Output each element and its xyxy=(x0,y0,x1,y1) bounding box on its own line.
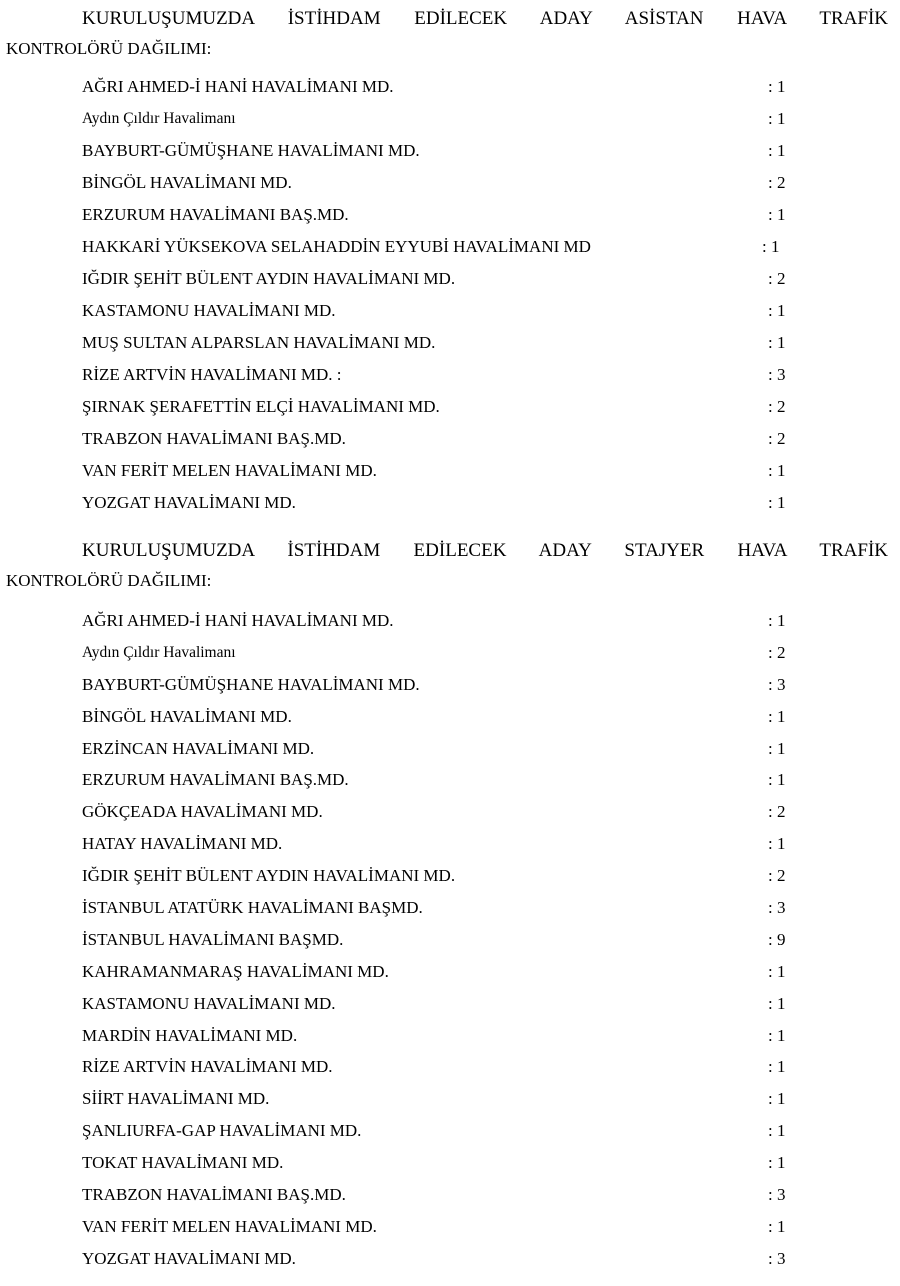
airport-count: : 3 xyxy=(768,365,786,384)
airport-count: : 1 xyxy=(768,301,786,320)
list-item xyxy=(0,296,900,328)
airport-count: : 2 xyxy=(768,802,786,822)
airport-count: : 3 xyxy=(768,898,786,918)
airport-count: : 1 xyxy=(768,493,786,512)
airport-count: : 1 xyxy=(768,611,786,630)
airport-name: BAYBURT-GÜMÜŞHANE HAVALİMANI MD. xyxy=(82,674,420,694)
list-item xyxy=(0,72,900,104)
airport-count: : 1 xyxy=(768,961,786,981)
airport-count: : 1 xyxy=(768,1057,786,1077)
list-item xyxy=(0,232,900,264)
list-item xyxy=(0,702,900,734)
airport-name: TRABZON HAVALİMANI BAŞ.MD. xyxy=(82,1185,346,1205)
airport-name: HAKKARİ YÜKSEKOVA SELAHADDİN EYYUBİ HAVALİMANI MD xyxy=(82,237,591,256)
list-item xyxy=(0,1148,900,1180)
airport-name: Aydın Çıldır Havalimanı xyxy=(82,643,236,661)
list-item xyxy=(0,925,900,957)
list-item xyxy=(0,734,900,766)
airport-count: : 1 xyxy=(768,1121,786,1141)
section-heading: KURULUŞUMUZDA İSTİHDAM EDİLECEK ADAY STAJYER HAVA TRAFİK xyxy=(82,540,888,561)
airport-count: : 2 xyxy=(768,642,786,662)
list-item xyxy=(0,797,900,829)
airport-name: BİNGÖL HAVALİMANI MD. xyxy=(82,173,292,192)
airport-name: RİZE ARTVİN HAVALİMANI MD. xyxy=(82,1057,333,1077)
list-item xyxy=(0,360,900,392)
airport-name: İSTANBUL ATATÜRK HAVALİMANI BAŞMD. xyxy=(82,898,423,918)
list-item xyxy=(0,392,900,424)
airport-name: İSTANBUL HAVALİMANI BAŞMD. xyxy=(82,929,344,949)
airport-count: : 1 xyxy=(768,77,786,96)
airport-name: VAN FERİT MELEN HAVALİMANI MD. xyxy=(82,461,377,480)
list-item xyxy=(0,1084,900,1116)
airport-count: : 1 xyxy=(768,1153,786,1173)
list-item xyxy=(0,200,900,232)
list-item xyxy=(0,328,900,360)
airport-count: : 9 xyxy=(768,929,786,949)
airport-name: RİZE ARTVİN HAVALİMANI MD. : xyxy=(82,365,342,384)
airport-list xyxy=(0,72,900,520)
airport-count: : 2 xyxy=(768,269,786,288)
airport-count: : 1 xyxy=(768,141,786,160)
airport-name: ERZURUM HAVALİMANI BAŞ.MD. xyxy=(82,205,349,224)
airport-name: MUŞ SULTAN ALPARSLAN HAVALİMANI MD. xyxy=(82,333,436,352)
airport-name: AĞRI AHMED-İ HANİ HAVALİMANI MD. xyxy=(82,611,394,630)
airport-count: : 2 xyxy=(768,397,786,416)
list-item xyxy=(0,989,900,1021)
airport-count: : 3 xyxy=(768,1248,786,1268)
airport-count: : 1 xyxy=(768,109,786,128)
airport-name: IĞDIR ŞEHİT BÜLENT AYDIN HAVALİMANI MD. xyxy=(82,269,456,288)
airport-name: AĞRI AHMED-İ HANİ HAVALİMANI MD. xyxy=(82,77,394,96)
airport-name: ŞANLIURFA-GAP HAVALİMANI MD. xyxy=(82,1121,362,1141)
airport-name: Aydın Çıldır Havalimanı xyxy=(82,110,236,127)
airport-name: YOZGAT HAVALİMANI MD. xyxy=(82,1248,296,1268)
list-item xyxy=(0,1180,900,1212)
list-item xyxy=(0,456,900,488)
airport-name: KASTAMONU HAVALİMANI MD. xyxy=(82,993,336,1013)
list-item xyxy=(0,606,900,638)
list-item xyxy=(0,1052,900,1084)
airport-count: : 2 xyxy=(768,429,786,448)
list-item xyxy=(0,861,900,893)
airport-count: : 1 xyxy=(768,333,786,352)
list-item xyxy=(0,1244,900,1276)
airport-name: IĞDIR ŞEHİT BÜLENT AYDIN HAVALİMANI MD. xyxy=(82,866,456,886)
airport-name: ERZİNCAN HAVALİMANI MD. xyxy=(82,738,315,758)
airport-count: : 1 xyxy=(762,237,780,256)
list-item xyxy=(0,670,900,702)
list-item xyxy=(0,104,900,136)
airport-count: : 1 xyxy=(768,738,786,758)
list-item xyxy=(0,957,900,989)
airport-count: : 1 xyxy=(768,770,786,790)
list-item xyxy=(0,765,900,797)
airport-name: KASTAMONU HAVALİMANI MD. xyxy=(82,301,336,320)
airport-name: SİİRT HAVALİMANI MD. xyxy=(82,1089,270,1109)
section-heading: KURULUŞUMUZDA İSTİHDAM EDİLECEK ADAY ASİSTAN HAVA TRAFİK xyxy=(82,8,888,29)
airport-count: : 1 xyxy=(768,461,786,480)
airport-name: VAN FERİT MELEN HAVALİMANI MD. xyxy=(82,1216,377,1236)
airport-count: : 3 xyxy=(768,674,786,694)
airport-count: : 1 xyxy=(768,1025,786,1045)
airport-name: BİNGÖL HAVALİMANI MD. xyxy=(82,706,292,726)
airport-name: ŞIRNAK ŞERAFETTİN ELÇİ HAVALİMANI MD. xyxy=(82,397,440,416)
list-item xyxy=(0,168,900,200)
list-item xyxy=(0,1212,900,1244)
airport-name: ERZURUM HAVALİMANI BAŞ.MD. xyxy=(82,770,349,790)
list-item xyxy=(0,424,900,456)
airport-name: MARDİN HAVALİMANI MD. xyxy=(82,1025,298,1045)
section-heading-continued: KONTROLÖRÜ DAĞILIMI: xyxy=(6,39,212,58)
airport-count: : 3 xyxy=(768,1185,786,1205)
list-item xyxy=(0,893,900,925)
airport-name: TRABZON HAVALİMANI BAŞ.MD. xyxy=(82,429,346,448)
airport-name: GÖKÇEADA HAVALİMANI MD. xyxy=(82,802,323,822)
airport-count: : 1 xyxy=(768,706,786,726)
airport-name: KAHRAMANMARAŞ HAVALİMANI MD. xyxy=(82,961,389,981)
list-item xyxy=(0,638,900,670)
airport-count: : 1 xyxy=(768,993,786,1013)
airport-name: YOZGAT HAVALİMANI MD. xyxy=(82,493,296,512)
airport-list xyxy=(0,606,900,1276)
section-heading-continued: KONTROLÖRÜ DAĞILIMI: xyxy=(6,571,212,590)
list-item xyxy=(0,488,900,520)
airport-count: : 1 xyxy=(768,1089,786,1109)
airport-count: : 2 xyxy=(768,173,786,192)
airport-count: : 1 xyxy=(768,834,786,854)
airport-name: TOKAT HAVALİMANI MD. xyxy=(82,1153,284,1173)
airport-name: BAYBURT-GÜMÜŞHANE HAVALİMANI MD. xyxy=(82,141,420,160)
airport-name: HATAY HAVALİMANI MD. xyxy=(82,834,283,854)
airport-count: : 1 xyxy=(768,1216,786,1236)
list-item xyxy=(0,136,900,168)
list-item xyxy=(0,1021,900,1053)
list-item xyxy=(0,1116,900,1148)
list-item xyxy=(0,829,900,861)
airport-count: : 1 xyxy=(768,205,786,224)
list-item xyxy=(0,264,900,296)
airport-count: : 2 xyxy=(768,866,786,886)
